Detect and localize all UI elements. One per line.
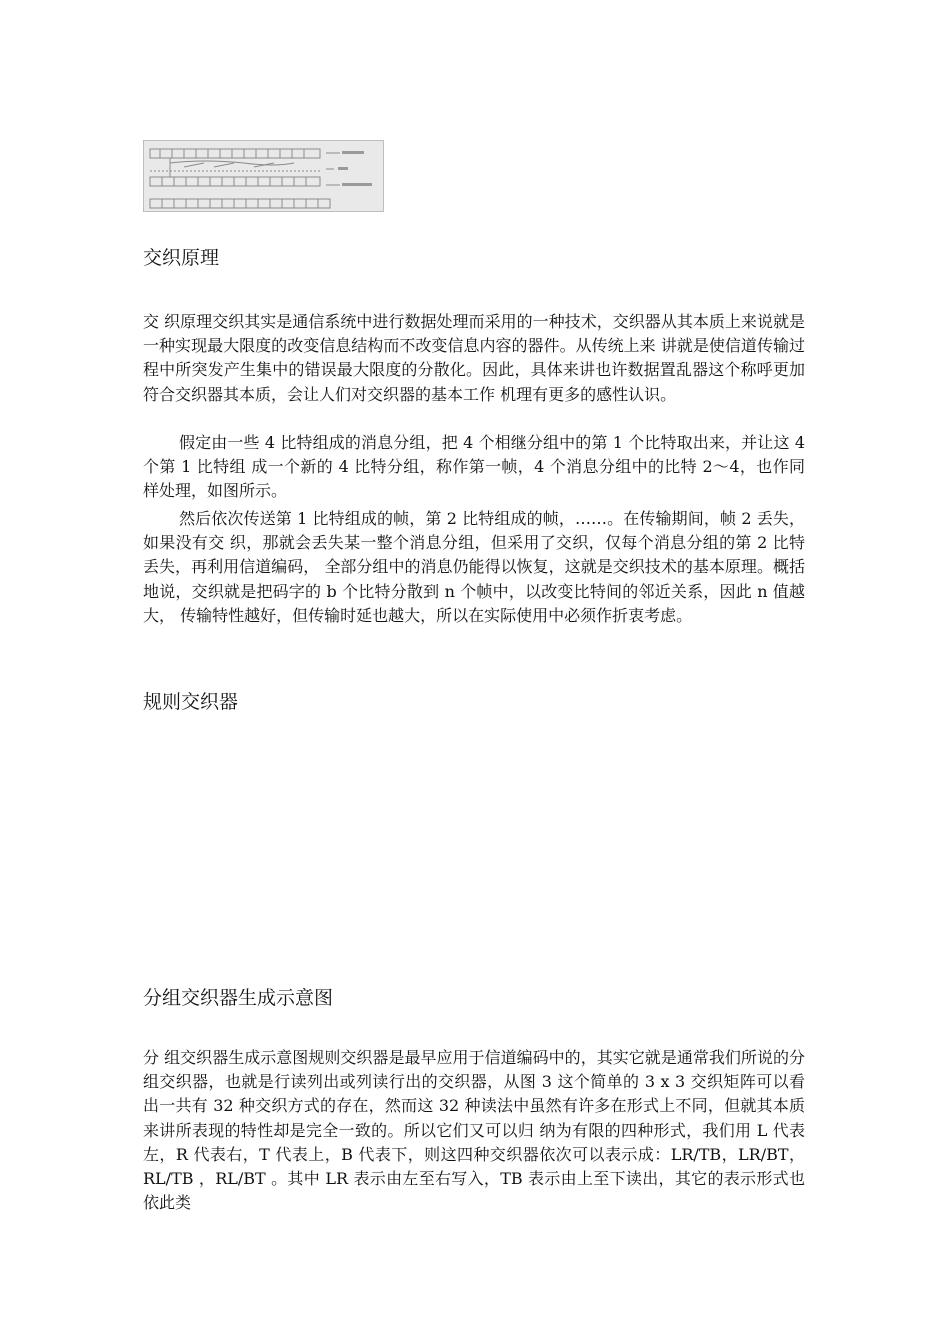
paragraph: 交 织原理交织其实是通信系统中进行数据处理而采用的一种技术，交织器从其本质上来说就是一种实现最大限度的改变信息结构而不改变信息内容的器件。从传统上来 讲就是使信道传输过程中所突发产生集中的错误最大限度的分散化。因此，具体来讲也许数据置乱器这个称呼更加符合交织器其本质，会让人们对交织器的基本工作 机理有更多的感性认识。: [143, 312, 805, 404]
interleaving-figure: [143, 140, 384, 212]
paragraph: 假定由一些 4 比特组成的消息分组，把 4 个相继分组中的第 1 个比特取出来，并让这 4 个第 1 比特组 成一个新的 4 比特分组，称作第一帧，4 个消息分组中的比特 2～4，也作同样处理，如图所示。: [143, 433, 805, 501]
paragraph: 分 组交织器生成示意图规则交织器是最早应用于信道编码中的，其实它就是通常我们所说的分组交织器，也就是行读列出或列读行出的交织器，从图 3 这个简单的 3 x 3 交织矩阵可以看出一共有 32 种交织方式的存在，然而这 32 种读法中虽然有许多在形式上不同，但就其本质来讲所表现的特性却是完全一致的。所以它们又可以归 纳为有限的四种形式，我们用 L 代表左，R 代表右，T 代表上，B 代表下，则这四种交织器依次可以表示成：LR/TB，LR/BT，RL/TB ，RL/BT 。其中 LR 表示由左至右写入，TB 表示由上至下读出，其它的表示形式也依此类: [143, 1048, 805, 1213]
section-heading: 分组交织器生成示意图: [143, 987, 334, 1009]
section-heading: 交织原理: [143, 247, 220, 269]
section-heading: 规则交织器: [143, 691, 239, 713]
paragraph: 然后依次传送第 1 比特组成的帧，第 2 比特组成的帧，……。在传输期间，帧 2 丢失，如果没有交 织，那就会丢失某一整个消息分组，但采用了交织，仅每个消息分组的第 2 比特丢失，再利用信道编码， 全部分组中的消息仍能得以恢复，这就是交织技术的基本原理。概括地说，交织就是把码字的 b 个比特分散到 n 个帧中，以改变比特间的邻近关系，因此 n 值越大， 传输特性越好，但传输时延也越大，所以在实际使用中必须作折衷考虑。: [143, 509, 805, 625]
